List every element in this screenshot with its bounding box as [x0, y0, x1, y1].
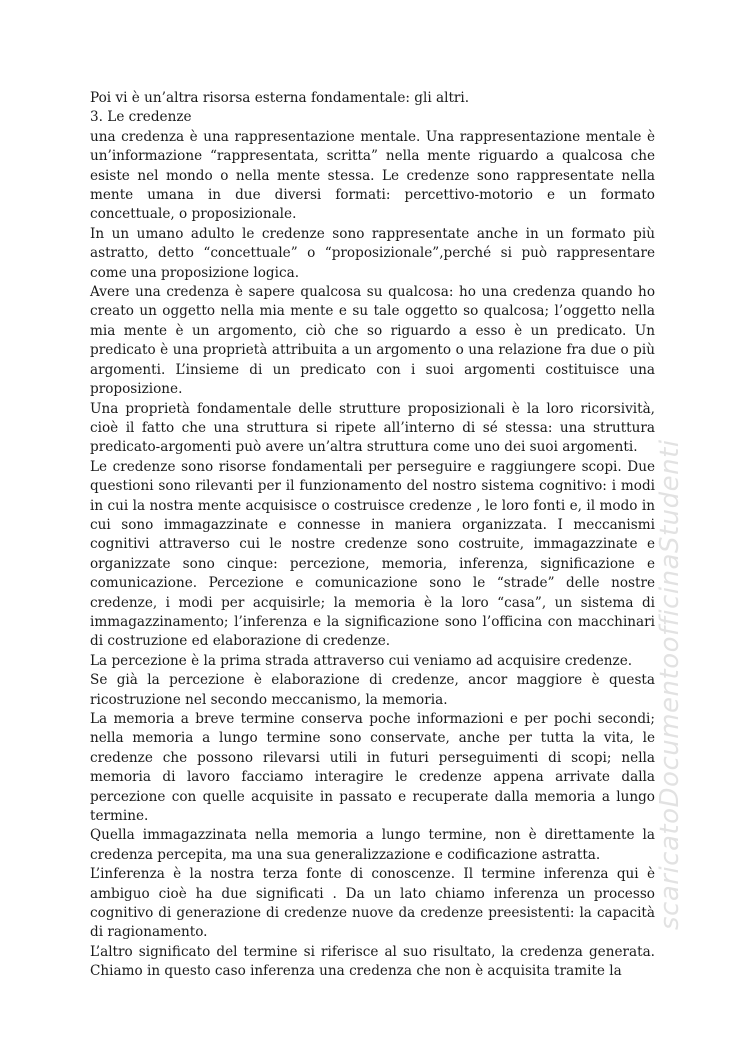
paragraph: Se già la percezione è elaborazione di credenze, ancor maggiore è questa ricostruzione nel secondo meccanismo, la memoria. — [90, 672, 655, 708]
paragraph: In un umano adulto le credenze sono rappresentate anche in un formato più astratto, detto “concettuale” o “proposizionale”,perché si può rappresentare come una proposizione logica. — [90, 225, 655, 281]
paragraph: Le credenze sono risorse fondamentali per perseguire e raggiungere scopi. Due questioni sono rilevanti per il funzionamento del nostro sistema cognitivo: i modi in cui la nostra mente acquisisce o costruisce credenze , le loro fonti e, il modo in cui sono immagazzinate e connesse in maniera organizzata. I meccanismi cognitivi attraverso cui le nostre credenze sono costruite, immagazzinate e organizzate sono cinque: percezione, memoria, inferenza, significazione e comunicazione. Percezione e comunicazione sono le “strade” delle nostre credenze, i modi per acquisirle; la memoria è la loro “casa”, un sistema di immagazzinamento; l’inferenza e la significazione sono l’officina con macchinari di costruzione ed elaborazione di credenze. — [90, 458, 655, 650]
watermark: scaricatoDocumentoofficinaStudenti — [655, 439, 685, 930]
paragraph: Poi vi è un’altra risorsa esterna fondamentale: gli altri. — [90, 90, 470, 106]
paragraph: La percezione è la prima strada attraverso cui veniamo ad acquisire credenze. — [90, 652, 633, 669]
paragraph: La memoria a breve termine conserva poche informazioni e per pochi secondi; nella memoria a lungo termine sono conservate, anche per tutta la vita, le credenze che possono rilevarsi utili in futuri perseguimenti di scopi; nella memoria di lavoro facciamo interagire le credenze appena arrivate dalla percezione con quelle acquisite in passato e recuperate dalla memoria a lungo termine. — [90, 711, 655, 825]
paragraph: L’altro significato del termine si riferisce al suo risultato, la credenza generata. Chiamo in questo caso inferenza una credenza che non è acquisita tramite la — [90, 943, 655, 980]
paragraph: una credenza è una rappresentazione mentale. Una rappresentazione mentale è un’informazione “rappresentata, scritta” nella mente riguardo a qualcosa che esiste nel mondo o nella mente stessa. Le credenze sono rappresentate nella mente umana in due diversi formati: percettivo-motorio e un formato concettuale, o proposizionale. — [90, 128, 655, 223]
section-heading: 3. Le credenze — [90, 109, 192, 126]
paragraph: L’inferenza è la nostra terza fonte di conoscenze. Il termine inferenza qui è ambiguo cioè ha due significati . Da un lato chiamo inferenza un processo cognitivo di generazione di credenze nuove da credenze preesistenti: la capacità di ragionamento. — [90, 866, 655, 941]
paragraph: Una proprietà fondamentale delle strutture proposizionali è la loro ricorsività, cioè il fatto che una struttura si ripete all’interno di sé stessa: una struttura predicato-argomenti può avere un’altra struttura come uno dei suoi argomenti. — [90, 400, 655, 456]
body-text — [90, 89, 655, 982]
paragraph: Avere una credenza è sapere qualcosa su qualcosa: ho una credenza quando ho creato un oggetto nella mia mente e su tale oggetto so qualcosa; l’oggetto nella mia mente è un argomento, ciò che so riguardo a esso è un predicato. Un predicato è una proprietà attribuita a un argomento o una relazione fra due o più argomenti. L’insieme di un predicato con i suoi argomenti costituisce una proposizione. — [90, 284, 655, 398]
paragraph: Quella immagazzinata nella memoria a lungo termine, non è direttamente la credenza percepita, ma una sua generalizzazione e codificazione astratta. — [90, 827, 655, 863]
